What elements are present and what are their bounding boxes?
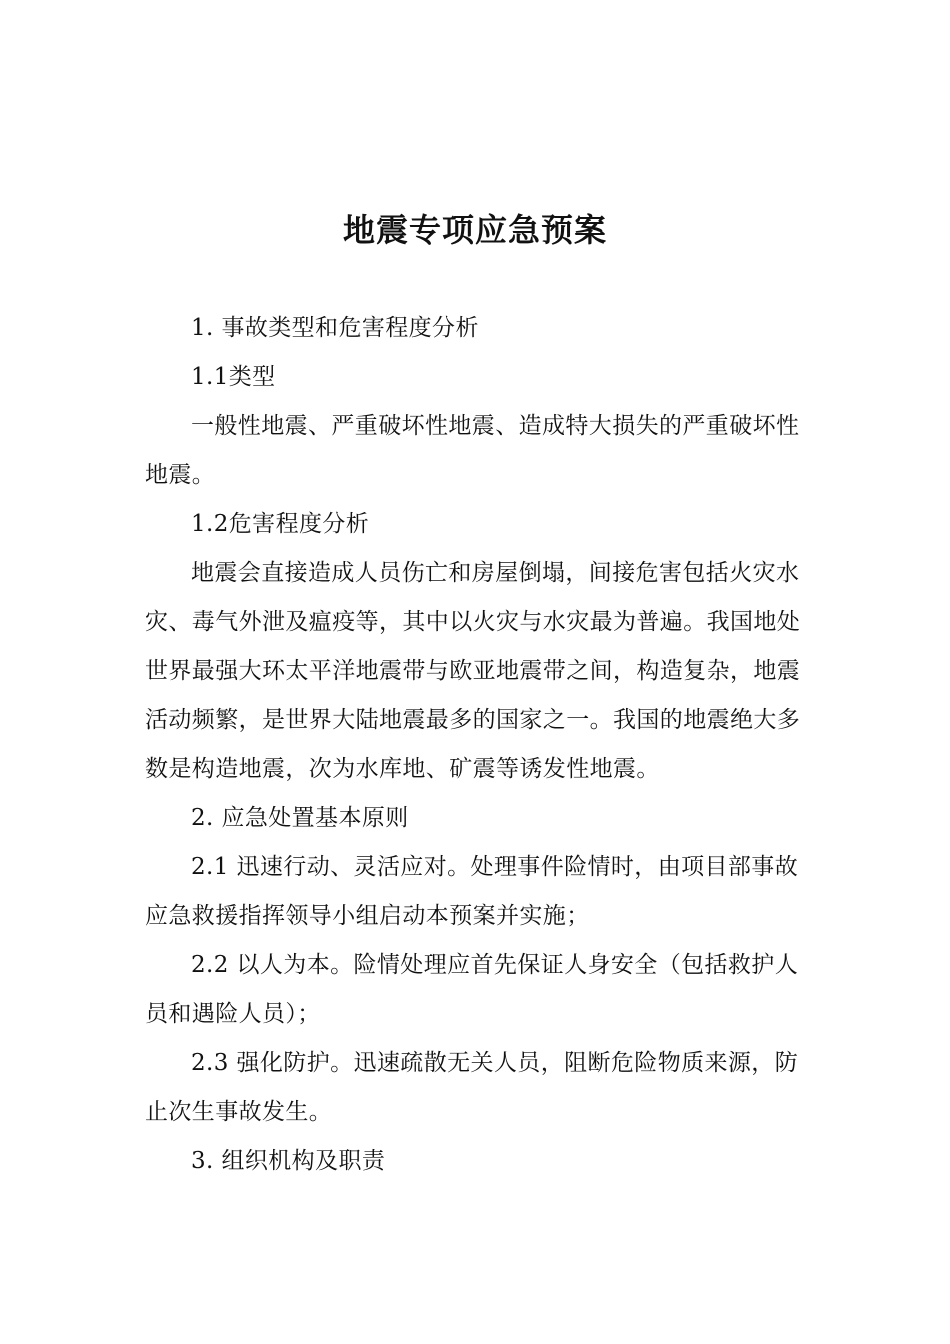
section-heading-3: 3. 组织机构及职责: [191, 1148, 386, 1174]
subsection-heading-1-1: 1.1类型: [191, 364, 276, 390]
document-body: [145, 304, 815, 1186]
subsection-heading-1-2: 1.2危害程度分析: [191, 511, 370, 537]
principle-2-2: 2.2 以人为本。险情处理应首先保证人身安全（包括救护人员和遇险人员）；: [145, 952, 799, 1027]
principle-2-1: 2.1 迅速行动、灵活应对。处理事件险情时，由项目部事故应急救援指挥领导小组启动本预案并实施；: [145, 854, 799, 929]
section-heading-1: 1. 事故类型和危害程度分析: [191, 315, 479, 341]
principle-2-3: 2.3 强化防护。迅速疏散无关人员，阻断危险物质来源，防止次生事故发生。: [145, 1050, 799, 1125]
paragraph-types: 一般性地震、严重破坏性地震、造成特大损失的严重破坏性地震。: [145, 413, 800, 488]
document-title: 地震专项应急预案: [342, 211, 607, 249]
section-heading-2: 2. 应急处置基本原则: [191, 805, 409, 831]
paragraph-hazard-analysis: 地震会直接造成人员伤亡和房屋倒塌，间接危害包括火灾水灾、毒气外泄及瘟疫等，其中以火灾与水灾最为普遍。我国地处世界最强大环太平洋地震带与欧亚地震带之间，构造复杂，地震活动频繁，是世界大陆地震最多的国家之一。我国的地震绝大多数是构造地震，次为水库地、矿震等诱发性地震。: [145, 560, 801, 782]
